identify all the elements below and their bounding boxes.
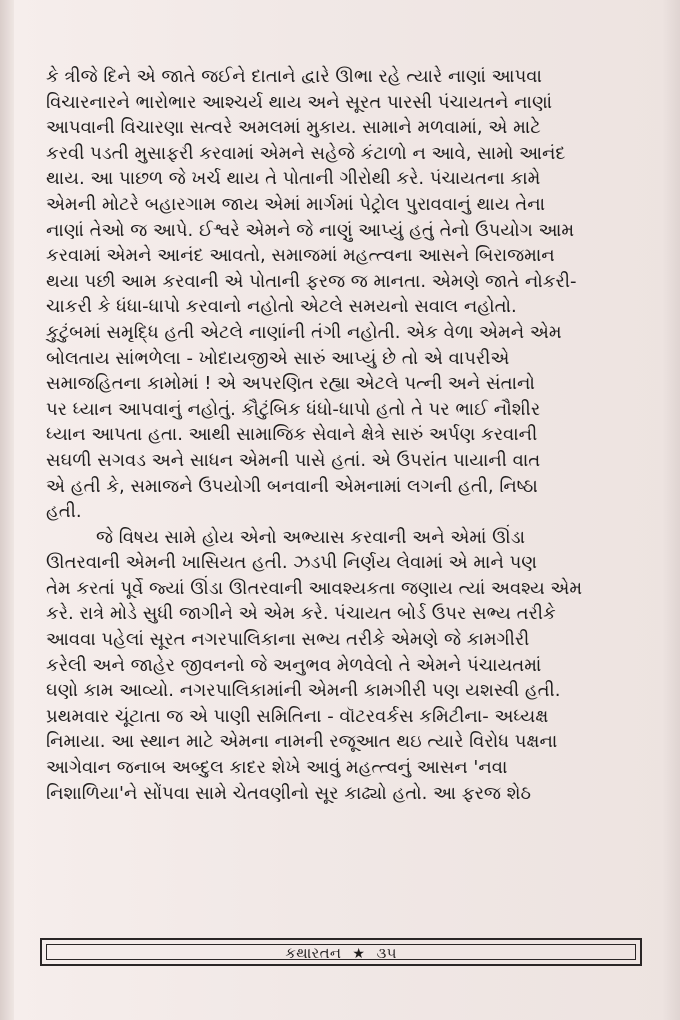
paragraph-line: કરવી પડતી મુસાફરી કરવામાં એમને સહેજે કંટાળો ન આવે, સામો આનંદ [46, 142, 566, 164]
paragraph-line: આવવા પહેલાં સૂરત નગરપાલિકાના સભ્ય તરીકે એમણે જે કામગીરી [46, 629, 530, 651]
paragraph-line: થયા પછી આમ કરવાની એ પોતાની ફરજ જ માનતા. એમણે જાતે નોકરી- [46, 270, 577, 292]
paragraph-line: સમાજહિતના કામોમાં ! એ અપરણિત રહ્યા એટલે પત્ની અને સંતાનો [46, 373, 535, 395]
paragraph-line: બોલતાય સાંભળેલા - ખોદાયજીએ સારું આપ્યું છે તો એ વાપરીએ [46, 347, 510, 369]
paragraph-line: એ હતી કે, સમાજને ઉપયોગી બનવાની એમનામાં લગની હતી, નિષ્ઠા [46, 475, 538, 497]
paragraph-line: કરે. રાત્રે મોડે સુધી જાગીને એ એમ કરે. પંચાયત બોર્ડ ઉપર સભ્ય તરીકે [46, 603, 556, 625]
paragraph-line: પર ધ્યાન આપવાનું નહોતું. કૌટુંબિક ધંધો-ધાપો હતો તે પર ભાઈ નૌશીર [46, 398, 541, 420]
paragraph-line: થાય. આ પાછળ જે ખર્ચ થાય તે પોતાની ગીરોથી કરે. પંચાયતના કામે [46, 168, 541, 190]
paragraph-line: હતી. [46, 501, 82, 523]
paragraph-line: સઘળી સગવડ અને સાધન એમની પાસે હતાં. એ ઉપરાંત પાયાની વાત [46, 449, 541, 471]
paragraph-2 [46, 525, 628, 807]
footer-text [42, 944, 640, 963]
paragraph-line: કે ત્રીજે દિને એ જાતે જઈને દાતાને દ્વારે ઊભા રહે ત્યારે નાણાં આપવા [46, 66, 542, 87]
paragraph-line: ચાકરી કે ધંધા-ધાપો કરવાનો નહોતો એટલે સમયનો સવાલ નહોતો. [46, 296, 517, 318]
paragraph-line: ઊતરવાની એમની ખાસિયત હતી. ઝડપી નિર્ણય લેવામાં એ માને પણ [46, 552, 537, 574]
page-body [46, 64, 628, 926]
paragraph-line: નિમાયા. આ સ્થાન માટે એમના નામની રજૂઆત થઇ ત્યારે વિરોધ પક્ષના [46, 731, 558, 753]
paragraph-line: નાણાં તેઓ જ આપે. ઈશ્વરે એમને જે નાણું આપ્યું હતું તેનો ઉપયોગ આમ [46, 219, 575, 241]
paragraph-line: પ્રથમવાર ચૂંટાતા જ એ પાણી સમિતિના - વૉટરવર્કસ કમિટીના- અધ્યક્ષ [46, 705, 549, 727]
paragraph-line: તેમ કરતાં પૂર્વે જ્યાં ઊંડા ઊતરવાની આવશ્યકતા જણાય ત્યાં અવશ્ય એમ [46, 577, 583, 599]
paragraph-line: આપવાની વિચારણા સત્વરે અમલમાં મુકાય. સામાને મળવામાં, એ માટે [46, 117, 541, 139]
paragraph-line: જે વિષય સામે હોય એનો અભ્યાસ કરવાની અને એમાં ઊંડા [96, 526, 526, 548]
paragraph-line: વિચારનારને ભારોભાર આશ્ચર્ય થાય અને સૂરત પારસી પંચાયતને નાણાં [46, 91, 553, 113]
page-number: ૩૫ [376, 944, 397, 962]
paragraph-line: કુટુંબમાં સમૃદ્ધિ હતી એટલે નાણાંની તંગી નહોતી. એક વેળા એમને એમ [46, 321, 562, 343]
paragraph-line: આગેવાન જનાબ અબ્દુલ કાદર શેખે આવું મહત્ત્વનું આસન 'નવા [46, 757, 508, 779]
paragraph-line: કરવામાં એમને આનંદ આવતો, સમાજમાં મહત્ત્વના આસને બિરાજમાન [46, 245, 555, 267]
paragraph-line: ધ્યાન આપતા હતા. આથી સામાજિક સેવાને ક્ષેત્રે સારું અર્પણ કરવાની [46, 424, 538, 446]
running-footer [40, 938, 642, 966]
paragraph-line: ઘણો કામ આવ્યો. નગરપાલિકામાંની એમની કામગીરી પણ યશસ્વી હતી. [46, 680, 561, 702]
paragraph-line: એમની મોટરે બહારગામ જાય એમાં માર્ગમાં પેટ્રોલ પુરાવવાનું થાય તેના [46, 193, 546, 215]
paragraph-line: નિશાળિયા'ને સોંપવા સામે ચેતવણીનો સૂર કાઢ્યો હતો. આ ફરજ શેઠ [46, 782, 532, 804]
book-title: કથારતન [285, 944, 342, 962]
star-icon: ★ [352, 946, 366, 962]
paragraph-1 [46, 64, 628, 525]
paragraph-line: કરેલી અને જાહેર જીવનનો જે અનુભવ મેળવેલો તે એમને પંચાયતમાં [46, 654, 542, 676]
